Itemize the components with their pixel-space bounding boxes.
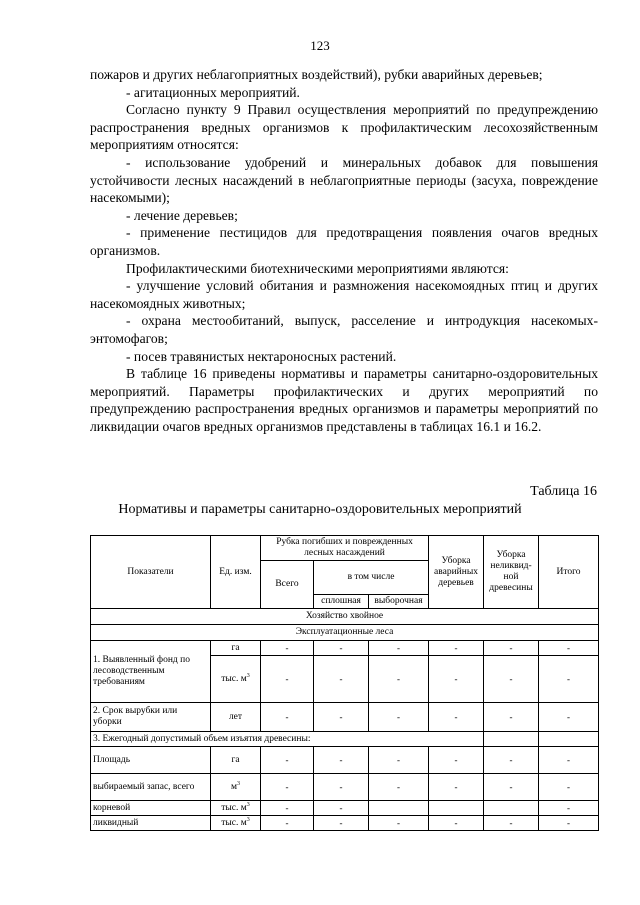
cell: - — [484, 747, 539, 774]
table-row — [91, 774, 599, 801]
header-illiquid: Уборка неликвид-ной древесины — [484, 536, 539, 609]
header-indicators: Показатели — [91, 536, 211, 609]
section-row — [91, 625, 599, 641]
header-total: Всего — [261, 561, 314, 609]
cell: - — [314, 801, 369, 816]
header-clear: сплошная — [314, 595, 369, 609]
cell: - — [261, 774, 314, 801]
cell: - — [429, 774, 484, 801]
cell: - — [484, 641, 539, 656]
table-title: Нормативы и параметры санитарно-оздоровительных мероприятий — [118, 502, 522, 517]
paragraph: - посев травянистых нектароносных растений. — [126, 348, 397, 364]
cell: - — [369, 816, 429, 831]
row-label: 1. Выявленный фонд по лесоводственным требованиям — [91, 641, 211, 703]
paragraph: - улучшение условий обитания и размножения насекомоядных птиц и других насекомоядных животных; — [90, 278, 598, 311]
cell: - — [369, 747, 429, 774]
page-number: 123 — [310, 38, 330, 53]
unit-text: тыс. м — [221, 673, 247, 684]
table-row — [91, 816, 599, 831]
row-label: корневой — [91, 801, 211, 816]
norms-table — [90, 535, 599, 831]
cell: - — [539, 641, 599, 656]
unit-sup: 3 — [237, 780, 240, 787]
cell: - — [539, 747, 599, 774]
cell: - — [539, 816, 599, 831]
paragraph: В таблице 16 приведены нормативы и параметры санитарно-оздоровительных мероприятий. Параметры профилактических и других мероприятий по предупреждению распространения вредных организмов и параметры мероприятий по ликвидации очагов вредных организмов представлены в таблицах 16.1 и 16.2. — [90, 366, 598, 434]
paragraph: - использование удобрений и минеральных добавок для повышения устойчивости лесных насаждений в неблагоприятные периоды (засуха, повреждение насекомыми); — [90, 154, 598, 206]
body-text — [90, 66, 598, 435]
cell: - — [539, 801, 599, 816]
cell: - — [484, 656, 539, 703]
paragraph: Профилактическими биотехническими мероприятиями являются: — [126, 260, 509, 276]
cell: - — [261, 816, 314, 831]
row-label: Площадь — [91, 747, 211, 774]
section-row — [91, 609, 599, 625]
paragraph: Согласно пункту 9 Правил осуществления мероприятий по предупреждению распространения вредных организмов к профилактическим лесохозяйственным мероприятиям относятся: — [90, 102, 598, 153]
cell: - — [484, 774, 539, 801]
cell: - — [261, 641, 314, 656]
paragraph: - охрана местообитаний, выпуск, расселение и интродукция насекомых-энтомофагов; — [90, 313, 598, 346]
unit-sup: 3 — [246, 816, 250, 823]
table-row — [91, 703, 599, 732]
cell: - — [539, 656, 599, 703]
row-label: 2. Срок вырубки или уборки — [91, 703, 211, 732]
cell: - — [429, 641, 484, 656]
cell: - — [539, 774, 599, 801]
header-unit: Ед. изм. — [211, 536, 261, 609]
header-felling: Рубка погибших и поврежденных лесных насаждений — [261, 536, 429, 561]
row-unit — [211, 816, 261, 831]
cell: - — [369, 656, 429, 703]
cell — [484, 801, 539, 816]
row-unit: лет — [211, 703, 261, 732]
row-unit: га — [211, 641, 261, 656]
cell — [429, 801, 484, 816]
cell: - — [429, 816, 484, 831]
cell: - — [314, 747, 369, 774]
header-including: в том числе — [314, 561, 429, 595]
row-label: ликвидный — [91, 816, 211, 831]
paragraph: - агитационных мероприятий. — [126, 84, 300, 100]
cell: - — [314, 656, 369, 703]
table-row — [91, 747, 599, 774]
cell: - — [314, 703, 369, 732]
section-exploitation: Эксплуатационные леса — [91, 625, 599, 641]
cell: - — [429, 703, 484, 732]
table-label: Таблица 16 — [530, 484, 597, 499]
cell: - — [429, 747, 484, 774]
table-row — [91, 641, 599, 656]
paragraph: пожаров и других неблагоприятных воздействий), рубки аварийных деревьев; — [90, 67, 543, 82]
cell: - — [484, 703, 539, 732]
cell: - — [314, 774, 369, 801]
unit-text: м — [230, 781, 237, 792]
unit-text: тыс. м — [221, 802, 247, 813]
unit-sup: 3 — [246, 801, 250, 808]
cell: - — [539, 703, 599, 732]
cell: - — [261, 747, 314, 774]
cell: - — [369, 774, 429, 801]
table-row — [91, 732, 599, 747]
cell: - — [261, 801, 314, 816]
unit-sup: 3 — [246, 672, 250, 679]
row-unit — [211, 801, 261, 816]
cell — [369, 801, 429, 816]
unit-text: тыс. м — [221, 817, 247, 828]
table-header-row — [91, 536, 599, 561]
paragraph: - лечение деревьев; — [126, 207, 238, 223]
row-unit — [211, 774, 261, 801]
header-selective: выборочная — [369, 595, 429, 609]
cell: - — [261, 703, 314, 732]
cell — [484, 732, 539, 747]
cell: - — [261, 656, 314, 703]
row-unit — [211, 656, 261, 703]
cell: - — [314, 816, 369, 831]
header-sum: Итого — [539, 536, 599, 609]
table-row — [91, 801, 599, 816]
paragraph: - применение пестицидов для предотвращения появления очагов вредных организмов. — [90, 225, 598, 258]
cell — [539, 732, 599, 747]
row-unit: га — [211, 747, 261, 774]
cell: - — [369, 703, 429, 732]
cell: - — [314, 641, 369, 656]
row-group-header: 3. Ежегодный допустимый объем изъятия древесины: — [91, 732, 484, 747]
row-label: выбираемый запас, всего — [91, 774, 211, 801]
header-emergency: Уборка аварийных деревьев — [429, 536, 484, 609]
cell: - — [429, 656, 484, 703]
section-coniferous: Хозяйство хвойное — [91, 609, 599, 625]
cell: - — [369, 641, 429, 656]
cell: - — [484, 816, 539, 831]
